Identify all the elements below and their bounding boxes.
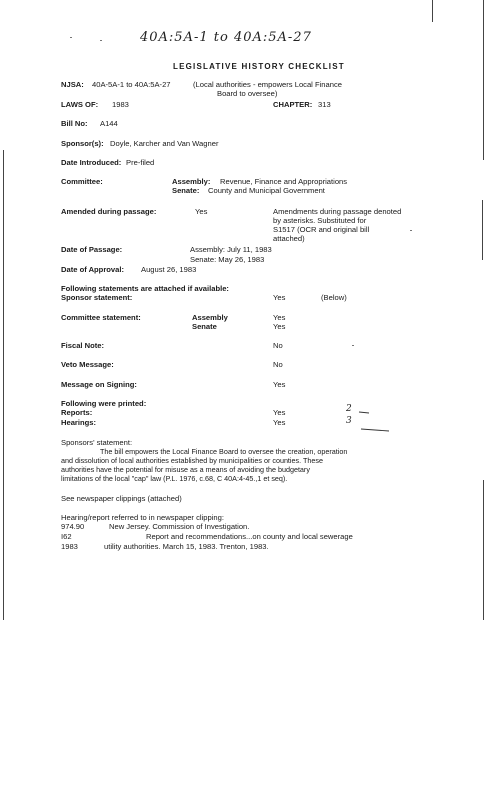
scan-edge-right-bottom [483,480,484,620]
message-signing-value: Yes [273,380,286,389]
sponsors-statement-line1: The bill empowers the Local Finance Board to oversee the creation, operation [100,447,348,456]
amended-note-line2: by asterisks. Substituted for [273,216,367,225]
committee-statement-senate: Senate [192,322,217,331]
sponsors-value: Doyle, Karcher and Van Wagner [110,139,219,148]
hearing-report-call3: 1983 [61,542,78,551]
committee-senate-value: County and Municipal Government [208,186,325,195]
chapter-label: CHAPTER: [273,100,313,109]
scan-speck [352,345,354,346]
committee-statement-assembly-value: Yes [273,313,286,322]
fiscal-note-value: No [273,341,283,350]
hearing-report-entry3: utility authorities. March 15, 1983. Trenton, 1983. [104,542,269,551]
committee-label: Committee: [61,177,103,186]
reports-label: Reports: [61,408,93,417]
scan-edge-left [3,150,4,620]
bill-no-value: A144 [100,119,118,128]
hearing-report-heading: Hearing/report referred to in newspaper clipping: [61,513,224,522]
approval-value: August 26, 1983 [141,265,197,274]
amended-value: Yes [195,207,208,216]
committee-statement-senate-value: Yes [273,322,286,331]
printed-header: Following were printed: [61,399,147,408]
amended-note-line3: S1517 (OCR and original bill [273,225,370,234]
sponsor-statement-value: Yes [273,293,286,302]
scan-edge-right-lower [482,200,483,260]
margin-mark-3: 3 [346,416,353,426]
message-signing-label: Message on Signing: [61,380,137,389]
scan-edge-right [483,0,484,160]
handwritten-dash-marks [355,405,395,435]
clippings-note: See newspaper clippings (attached) [61,494,182,503]
sponsors-label: Sponsor(s): [61,139,104,148]
hearing-report-call2: I62 [61,532,72,541]
njsa-description-line2: Board to oversee) [217,89,278,98]
sponsors-statement-heading: Sponsors' statement: [61,438,133,447]
njsa-label: NJSA: [61,80,84,89]
reports-value: Yes [273,408,286,417]
scan-speck [410,230,412,231]
hearing-report-call1: 974.90 [61,522,85,531]
hearing-report-entry1: New Jersey. Commission of Investigation. [109,522,250,531]
margin-mark-2: 2 [346,404,353,414]
hearings-value: Yes [273,418,286,427]
scan-speck [70,37,72,38]
date-introduced-label: Date Introduced: [61,158,122,167]
committee-assembly-label: Assembly: [172,177,211,186]
sponsors-statement-line4: limitations of the local "cap" law (P.L. 1976, c.68, C 40A:4-45.,1 et seq). [61,474,288,483]
page-title: LEGISLATIVE HISTORY CHECKLIST [173,62,345,71]
sponsors-statement-line3: authorities have the potential for misuse as a means of avoiding the budgetary [61,465,310,474]
passage-senate: Senate: May 26, 1983 [190,255,265,264]
njsa-value: 40A-5A-1 to 40A:5A-27 [92,80,171,89]
handwritten-statute-range: 40A:5A-1 to 40A:5A-27 [140,30,312,45]
committee-statement-label: Committee statement: [61,313,141,322]
laws-of-value: 1983 [112,100,129,109]
amended-label: Amended during passage: [61,207,157,216]
chapter-value: 313 [318,100,331,109]
hearing-report-entry2: Report and recommendations...on county and local sewerage [146,532,353,541]
committee-senate-label: Senate: [172,186,200,195]
bill-no-label: Bill No: [61,119,88,128]
attached-header: Following statements are attached if available: [61,284,229,293]
sponsors-statement-line2: and dissolution of local authorities established by municipalities or counties. These [61,456,323,465]
amended-note-line4: attached) [273,234,305,243]
committee-assembly-value: Revenue, Finance and Appropriations [220,177,348,186]
veto-message-value: No [273,360,283,369]
committee-statement-assembly: Assembly [192,313,228,322]
passage-assembly: Assembly: July 11, 1983 [190,245,272,254]
scan-edge-top-tick [432,0,433,22]
laws-of-label: LAWS OF: [61,100,99,109]
amended-note-line1: Amendments during passage denoted [273,207,402,216]
approval-label: Date of Approval: [61,265,125,274]
scan-speck [100,40,102,41]
date-introduced-value: Pre-filed [126,158,155,167]
hearings-label: Hearings: [61,418,97,427]
sponsor-statement-note: (Below) [321,293,347,302]
fiscal-note-label: Fiscal Note: [61,341,105,350]
njsa-description-line1: (Local authorities - empowers Local Finance [193,80,342,89]
sponsor-statement-label: Sponsor statement: [61,293,133,302]
veto-message-label: Veto Message: [61,360,114,369]
passage-label: Date of Passage: [61,245,123,254]
